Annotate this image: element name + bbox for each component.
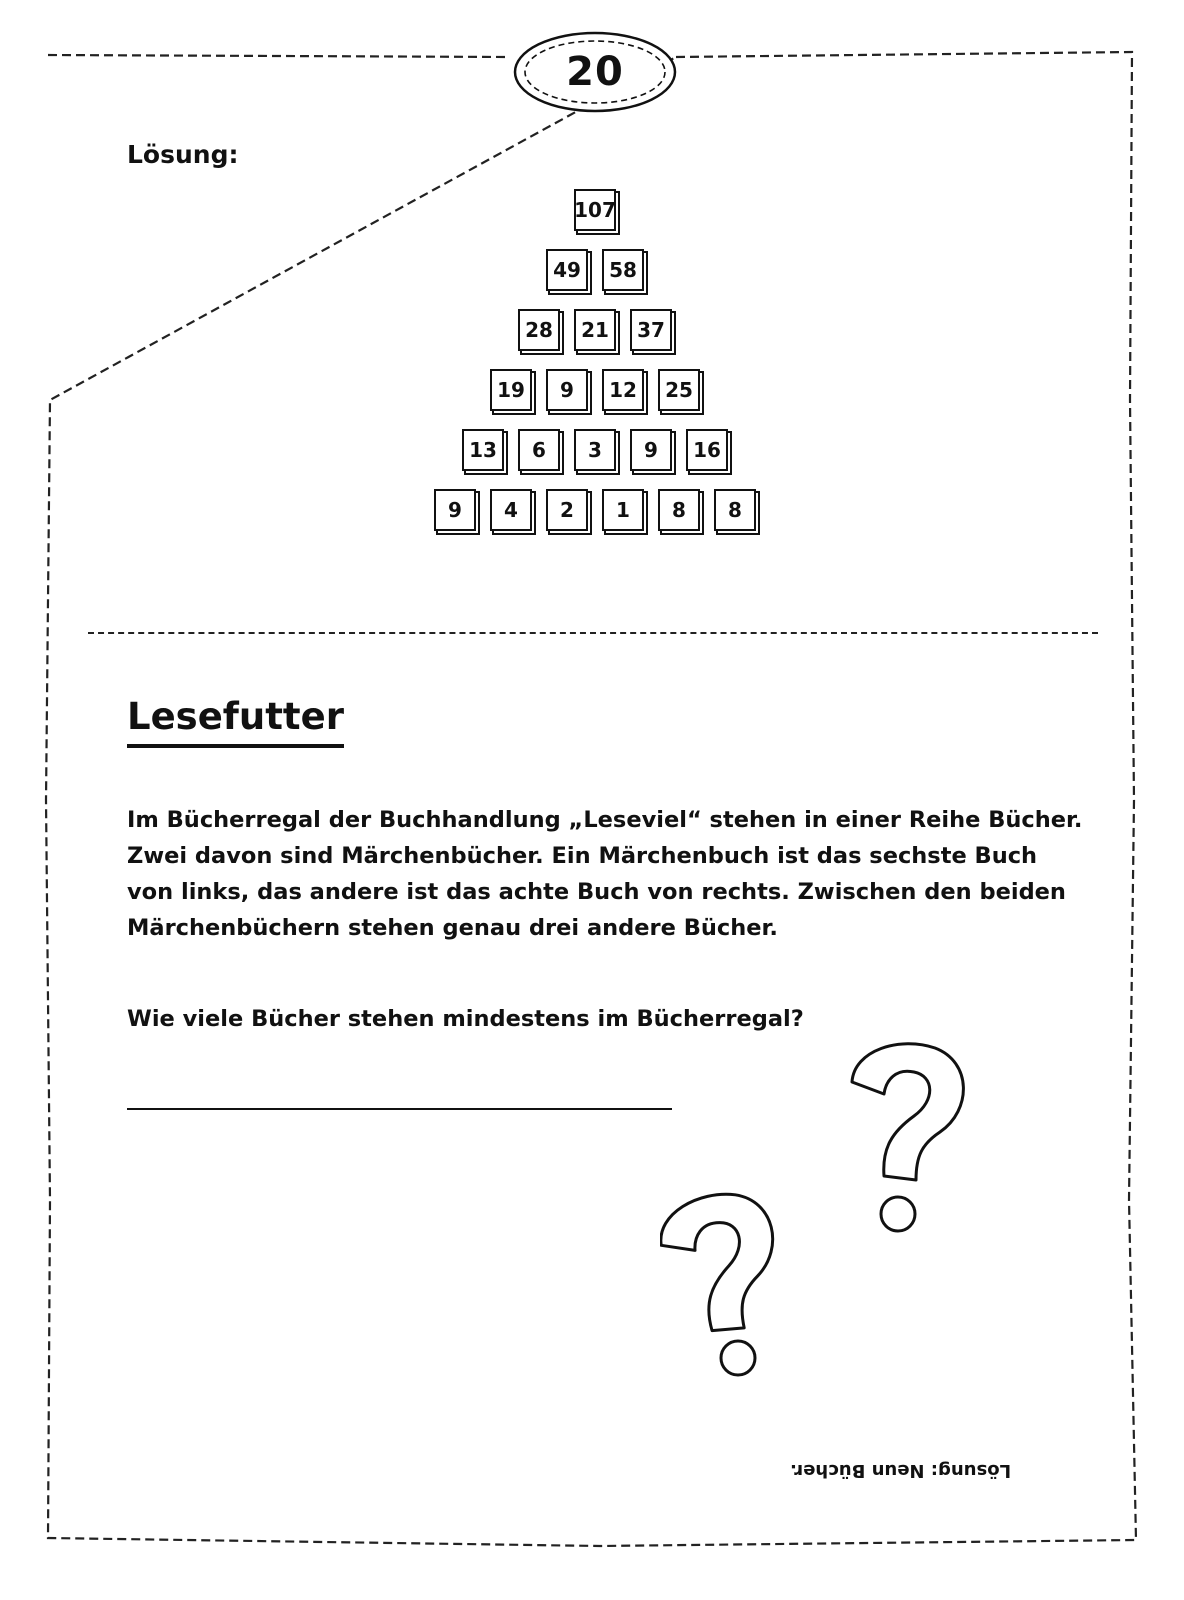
pyramid-cell: 16: [686, 429, 728, 471]
story-line: Im Bücherregal der Buchhandlung „Leseviel“ stehen in einer Reihe Bücher.: [127, 807, 1083, 833]
pyramid-row: [420, 249, 770, 293]
pyramid-cell: 49: [546, 249, 588, 291]
pyramid-cell: 1: [602, 489, 644, 531]
pyramid-cell: 37: [630, 309, 672, 351]
pyramid-cell: 9: [546, 369, 588, 411]
pyramid-cell: 8: [714, 489, 756, 531]
pyramid-cell: 8: [658, 489, 700, 531]
pyramid-cell: 3: [574, 429, 616, 471]
pyramid-cell: 21: [574, 309, 616, 351]
pyramid-cell: 9: [630, 429, 672, 471]
section-title: Lesefutter: [127, 695, 344, 748]
pyramid-cell: 25: [658, 369, 700, 411]
pyramid-cell: 9: [434, 489, 476, 531]
pyramid-row: [420, 189, 770, 233]
pyramid-row: [420, 429, 770, 473]
page-number: 20: [566, 49, 624, 95]
answer-line[interactable]: [127, 1108, 672, 1110]
pyramid-cell: 19: [490, 369, 532, 411]
number-pyramid: [420, 189, 770, 549]
section-divider: [88, 632, 1098, 634]
story-line: Märchenbüchern stehen genau drei andere Bücher.: [127, 915, 778, 941]
pyramid-cell: 107: [574, 189, 616, 231]
story-line: von links, das andere ist das achte Buch von rechts. Zwischen den beiden: [127, 879, 1066, 905]
pyramid-cell: 4: [490, 489, 532, 531]
pyramid-cell: 12: [602, 369, 644, 411]
pyramid-cell: 2: [546, 489, 588, 531]
question-mark-icon: [840, 1040, 980, 1250]
pyramid-cell: 58: [602, 249, 644, 291]
page-number-badge: [512, 30, 678, 114]
story-line: Zwei davon sind Märchenbücher. Ein Märchenbuch ist das sechste Buch: [127, 843, 1038, 869]
story-text: [127, 802, 1087, 946]
question-mark-icon: [660, 1190, 800, 1400]
pyramid-row: [420, 369, 770, 413]
pyramid-cell: 28: [518, 309, 560, 351]
question-text: Wie viele Bücher stehen mindestens im Bücherregal?: [127, 1006, 804, 1032]
pyramid-cell: 13: [462, 429, 504, 471]
pyramid-row: [420, 309, 770, 353]
upside-down-answer: Lösung: Neun Bücher.: [790, 1460, 1012, 1481]
pyramid-row: [420, 489, 770, 533]
solution-heading: Lösung:: [127, 140, 239, 169]
pyramid-cell: 6: [518, 429, 560, 471]
